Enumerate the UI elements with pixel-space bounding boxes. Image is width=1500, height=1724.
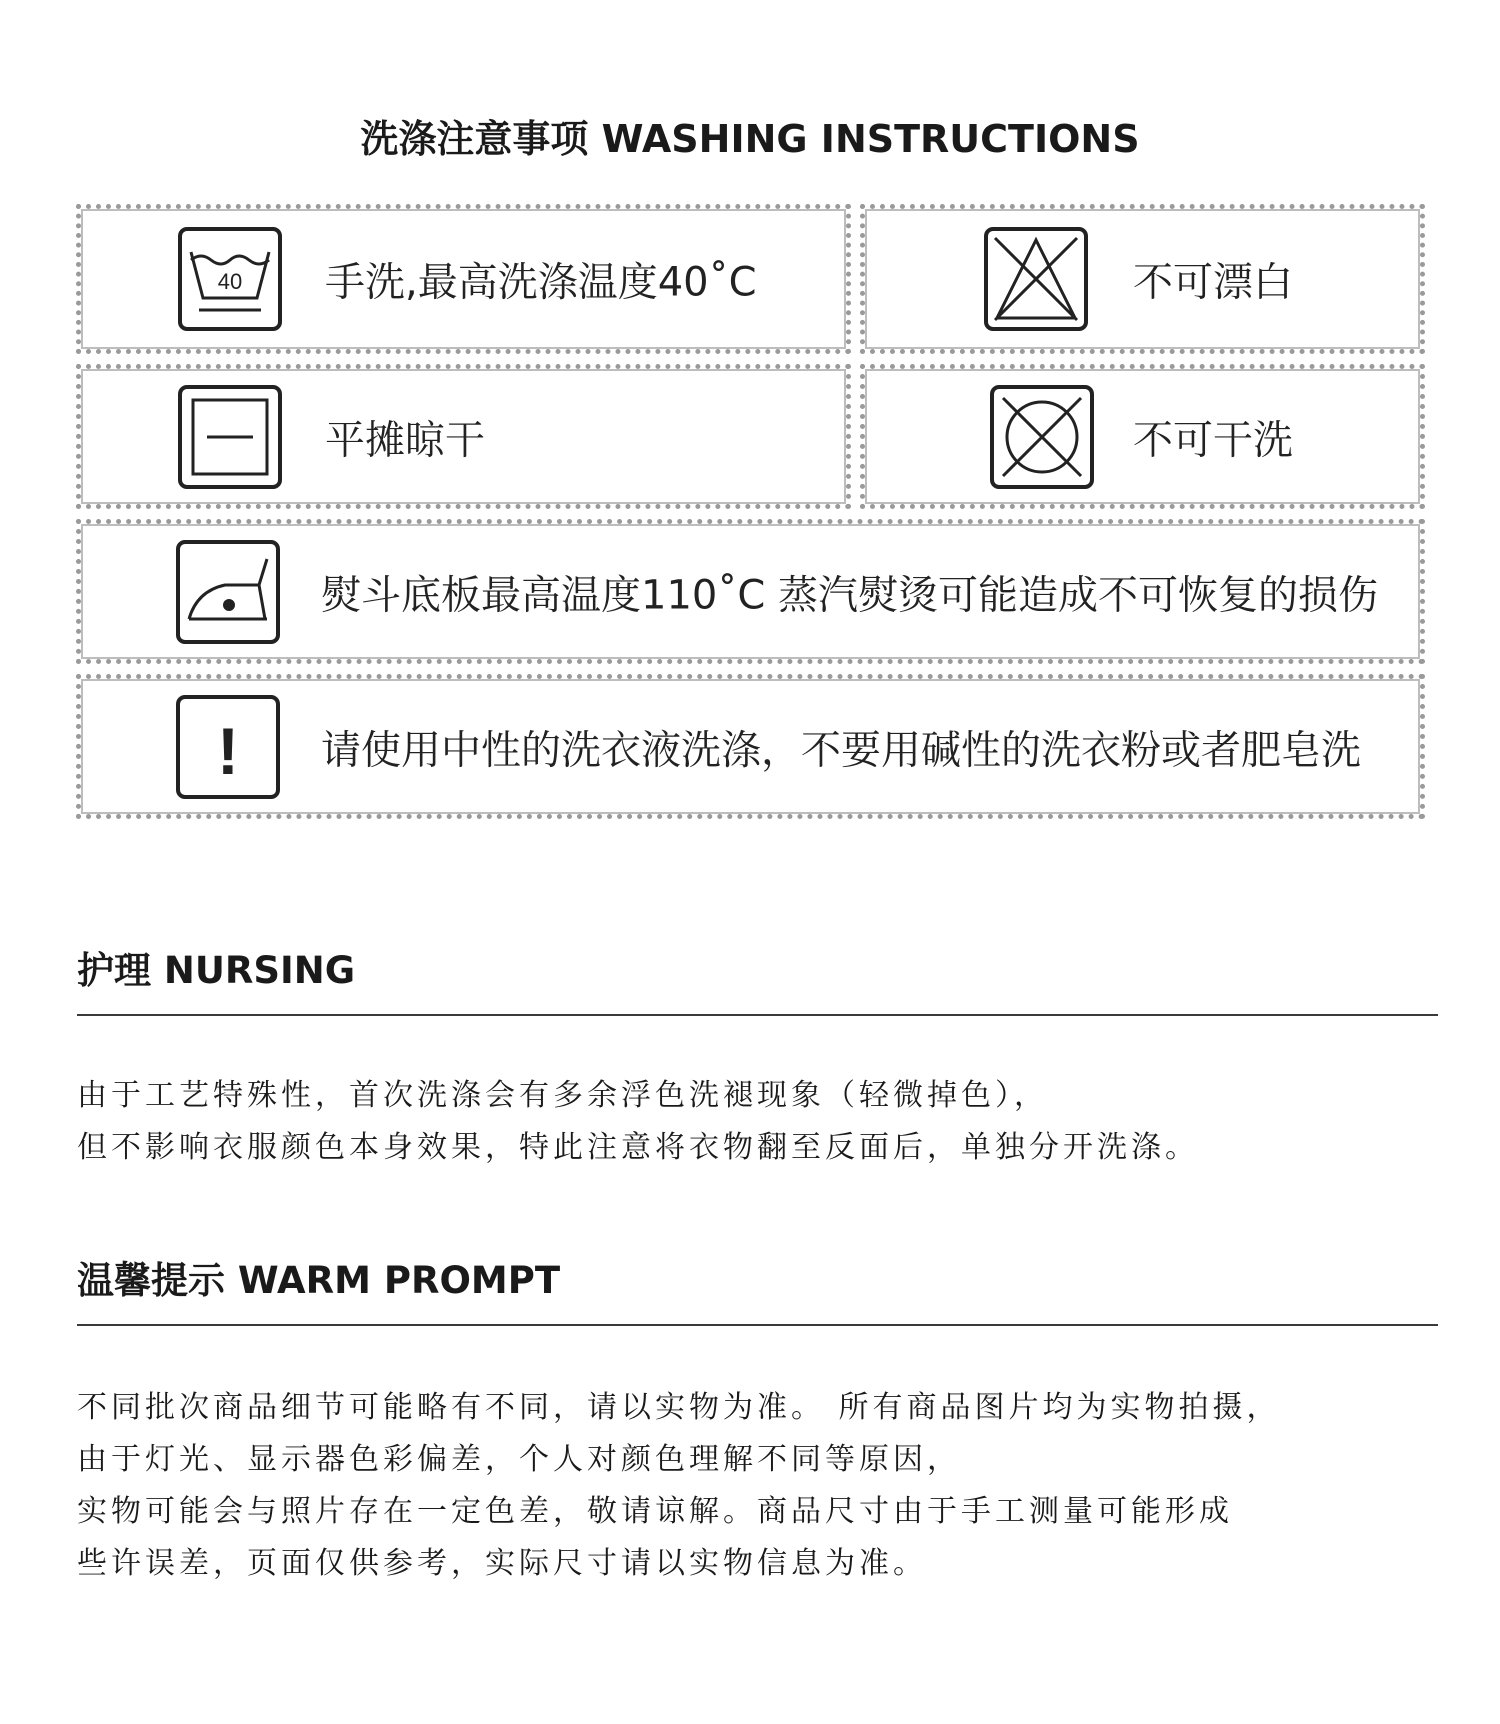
nursing-divider xyxy=(77,1014,1438,1016)
nursing-heading: 护理 NURSING xyxy=(77,949,356,992)
exclamation-mark: ! xyxy=(217,713,239,788)
iron-low-heat-icon xyxy=(175,539,281,645)
warm-prompt-heading: 温馨提示 WARM PROMPT xyxy=(77,1259,561,1302)
warm-prompt-text xyxy=(77,1382,1281,1590)
hand-wash-40-icon xyxy=(177,226,283,332)
care-box-no-bleach xyxy=(860,204,1425,354)
warm-prompt-line: 由于灯光、显示器色彩偏差，个人对颜色理解不同等原因， xyxy=(77,1442,961,1477)
care-label-warning: 请使用中性的洗衣液洗涤，不要用碱性的洗衣粉或者肥皂洗 xyxy=(321,727,1361,773)
warm-prompt-line: 不同批次商品细节可能略有不同，请以实物为准。 所有商品图片均为实物拍摄， xyxy=(77,1390,1281,1425)
care-box-dry-flat xyxy=(76,364,851,509)
care-box-hand-wash xyxy=(76,204,851,354)
warm-prompt-line: 实物可能会与照片存在一定色差，敬请谅解。商品尺寸由于手工测量可能形成 xyxy=(77,1494,1233,1529)
care-label-no-bleach: 不可漂白 xyxy=(1133,259,1293,306)
warning-exclamation-icon xyxy=(175,694,281,800)
care-label-iron: 熨斗底板最高温度110˚C 蒸汽熨烫可能造成不可恢复的损伤 xyxy=(321,572,1378,618)
wash-temperature-label: 40 xyxy=(217,269,243,294)
dry-flat-icon xyxy=(177,384,283,490)
do-not-dry-clean-icon xyxy=(989,384,1095,490)
care-box-iron xyxy=(76,519,1425,664)
care-label-hand-wash: 手洗,最高洗涤温度40˚C xyxy=(325,259,757,306)
do-not-bleach-icon xyxy=(983,226,1089,332)
nursing-text xyxy=(77,1070,1199,1174)
care-label-no-dry-clean: 不可干洗 xyxy=(1133,417,1293,463)
warm-prompt-divider xyxy=(77,1324,1438,1326)
care-box-no-dry-clean xyxy=(860,364,1425,509)
care-label-dry-flat: 平摊晾干 xyxy=(325,417,485,463)
warm-prompt-line: 些许误差，页面仅供参考，实际尺寸请以实物信息为准。 xyxy=(77,1546,927,1581)
nursing-line: 但不影响衣服颜色本身效果，特此注意将衣物翻至反面后，单独分开洗涤。 xyxy=(77,1130,1199,1165)
care-box-warning xyxy=(76,674,1425,819)
page-title: 洗涤注意事项 WASHING INSTRUCTIONS xyxy=(360,117,1140,161)
nursing-line: 由于工艺特殊性，首次洗涤会有多余浮色洗褪现象（轻微掉色）， xyxy=(77,1078,1048,1113)
